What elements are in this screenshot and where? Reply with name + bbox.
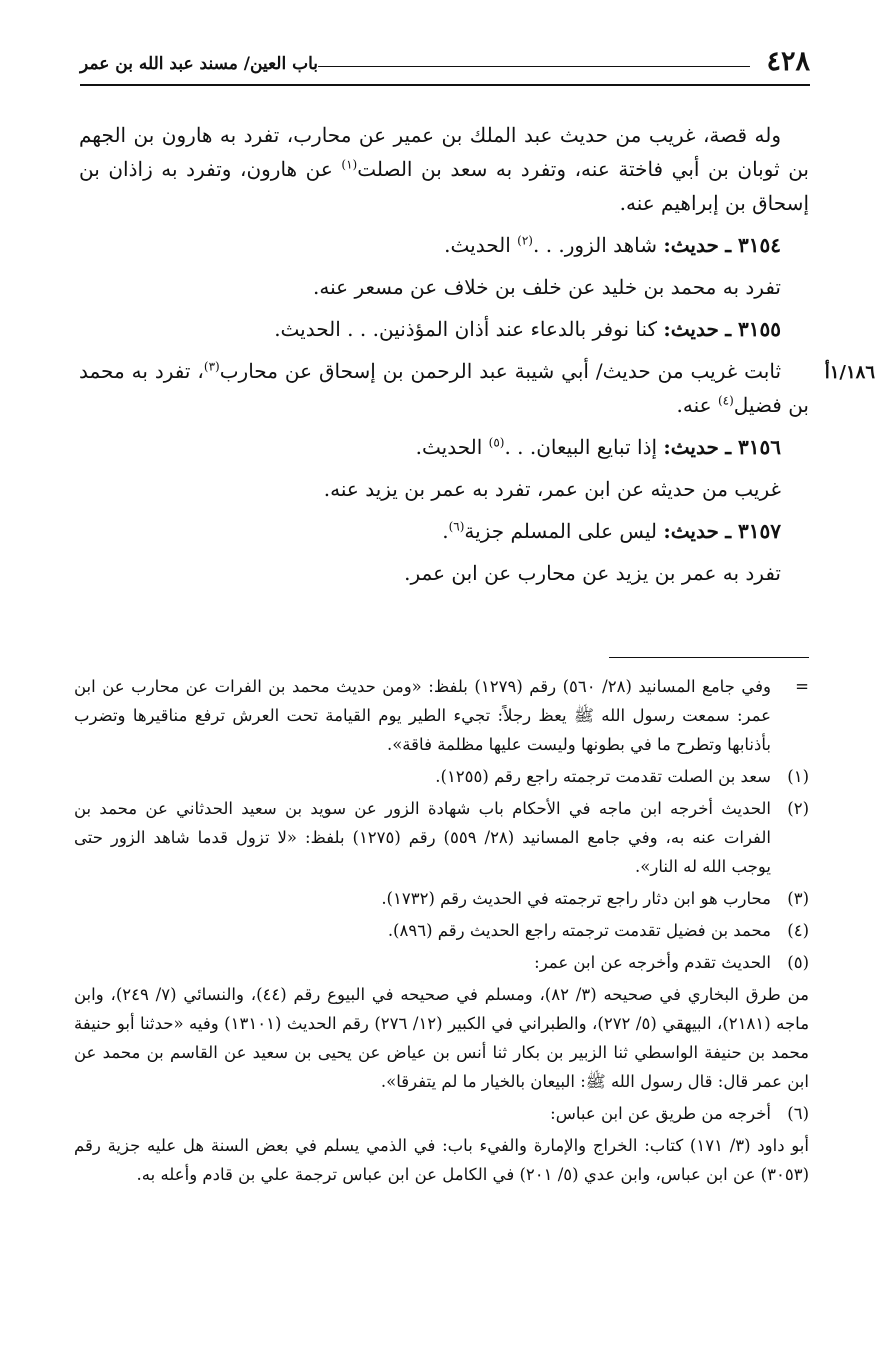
footnote-text: سعد بن الصلت تقدمت ترجمته راجع رقم (١٢٥٥). (435, 767, 771, 786)
page-number: ٤٢٨ (766, 46, 810, 77)
footnote-marker: (٦) (787, 1104, 809, 1123)
footnote-marker: (٤) (787, 921, 809, 940)
main-text (79, 118, 809, 598)
hadith-3156 (79, 430, 809, 464)
hadith-number: ٣١٥٦ ـ (725, 435, 781, 459)
hadith-tail: الحديث. (415, 435, 489, 459)
footnote-marker: (٣) (787, 889, 809, 908)
footnote-marker: (١) (787, 767, 809, 786)
footnote-continuation (74, 672, 809, 759)
footnote-ref-3[interactable]: (٣) (203, 359, 220, 374)
footnote-text: محارب هو ابن دثار راجع ترجمته في الحديث رقم (١٧٣٢). (381, 889, 771, 908)
footnote-text: الحديث تقدم وأخرجه عن ابن عمر: (534, 953, 771, 972)
footnote-2 (74, 794, 809, 881)
footnote-ref-5[interactable]: (٥) (488, 435, 505, 450)
footnote-3 (74, 884, 809, 913)
footnote-5-detail: من طرق البخاري في صحيحه (٣/ ٨٢)، ومسلم في صحيحه في البيوع رقم (٤٤)، والنسائي (٧/ ٢٤٩)، وابن ماجه (٢١٨١)، البيهقي (٥/ ٢٧٢)، والطبراني في الكبير (١٢/ ٢٧٦) رقم الحديث (١٣١٠١) وفيه «حدثنا أبو حنيفة محمد بن حنيفة الواسطي ثنا الزبير بن بكار ثنا أنس بن عياض عن يحيى بن سعيد عن القاسم بن محمد عن ابن عمر قال: قال رسول الله ﷺ: البيعان بالخيار ما لم يتفرقا». (74, 985, 810, 1091)
footnote-marker: (٢) (787, 799, 809, 818)
intro-text-1: وله قصة، غريب من حديث عبد الملك بن عمير عن محارب، تفرد به هارون بن الجهم بن ثوبان بن أبي فاختة عنه، وتفرد به سعد بن الصلت (79, 123, 809, 181)
comment-3154: تفرد به محمد بن خليد عن خلف بن خلاف عن مسعر عنه. (313, 275, 781, 299)
hadith-tail: . (442, 519, 449, 543)
hadith-label: حديث: (663, 435, 719, 459)
footnote-rule (609, 657, 809, 658)
footnote-6 (74, 1099, 809, 1128)
hadith-label: حديث: (663, 317, 719, 341)
comment-3157: تفرد به عمر بن يزيد عن محارب عن ابن عمر. (404, 561, 781, 585)
intro-text-2: عن هارون، وتفرد به زاذان بن إسحاق بن إبراهيم عنه. (79, 157, 809, 215)
footnote-5 (74, 948, 809, 977)
hadith-label: حديث: (663, 233, 719, 257)
hadith-3157 (79, 514, 809, 548)
hadith-number: ٣١٥٥ ـ (725, 317, 781, 341)
hadith-number: ٣١٥٧ ـ (725, 519, 781, 543)
hadith-tail: الحديث. (444, 233, 518, 257)
footnote-text: محمد بن فضيل تقدمت ترجمته راجع الحديث رقم (٨٩٦). (387, 921, 771, 940)
footnote-text: أخرجه من طريق عن ابن عباس: (550, 1104, 771, 1123)
footnote-ref-4[interactable]: (٤) (717, 393, 734, 408)
footnote-6-detail: أبو داود (٣/ ١٧١) كتاب: الخراج والإمارة والفيء باب: في الذمي يسلم في بعض السنة هل عليه جزية رقم (٣٠٥٣) عن ابن عباس، وابن عدي (٥/ ٢٠١) في الكامل عن ابن عباس ترجمة علي بن قادم وأعله به. (74, 1136, 809, 1184)
comment-text-3: عنه. (676, 393, 718, 417)
header-rule (80, 84, 810, 86)
footnote-4 (74, 916, 809, 945)
footnote-marker: = (795, 677, 809, 696)
footnote-ref-2[interactable]: (٢) (517, 233, 533, 248)
footnote-ref-1[interactable]: (١) (341, 157, 358, 172)
hadith-text: ليس على المسلم جزية (464, 519, 664, 543)
footnote-text: وفي جامع المسانيد (٢٨/ ٥٦٠) رقم (١٢٧٩) بلفظ: «ومن حديث محمد بن الفرات عن محارب عن ابن عمر: سمعت رسول الله ﷺ يعظ رجلاً: تجيء الطير يوم القيامة تحت العرش ترفع مناقيرها وتضرب بأذنابها وتطرح ما في بطونها وليست عليها مظلمة فاقة». (74, 677, 772, 754)
running-title: باب العين/ مسند عبد الله بن عمر (80, 54, 318, 74)
hadith-3154 (79, 228, 809, 262)
page-header (80, 44, 810, 84)
footnote-text: الحديث أخرجه ابن ماجه في الأحكام باب شهادة الزور عن سويد بن سعيد الحدثاني عن محمد بن الفرات عنه به، وفي جامع المسانيد (٢٨/ ٥٥٩) رقم (١٢٧٥) بلفظ: «لا تزول قدما شاهد الزور حتى يوجب الله له النار». (74, 799, 772, 876)
footnote-ref-6[interactable]: (٦) (448, 519, 465, 534)
hadith-text: شاهد الزور. . . (532, 233, 664, 257)
intro-paragraph (79, 118, 809, 220)
comment-text-2: ، تفرد به محمد بن فضيل (79, 359, 809, 417)
comment-3155 (79, 354, 809, 422)
footnotes (74, 672, 809, 1192)
hadith-number: ٣١٥٤ ـ (725, 233, 781, 257)
comment-3156: غريب من حديثه عن ابن عمر، تفرد به عمر بن يزيد عنه. (323, 477, 781, 501)
hadith-text: كنا نوفر بالدعاء عند أذان المؤذنين. . . الحديث. (274, 317, 664, 341)
hadith-text: إذا تبايع البيعان. . . (504, 435, 664, 459)
hadith-label: حديث: (663, 519, 719, 543)
hadith-3155 (79, 312, 809, 346)
footnote-1 (74, 762, 809, 791)
header-line (318, 66, 750, 67)
comment-text-1: ثابت غريب من حديث/ أبي شيبة عبد الرحمن بن إسحاق عن محارب (219, 359, 782, 383)
footnote-marker: (٥) (787, 953, 809, 972)
margin-folio-note: ١/١٨٦أ (824, 362, 875, 383)
